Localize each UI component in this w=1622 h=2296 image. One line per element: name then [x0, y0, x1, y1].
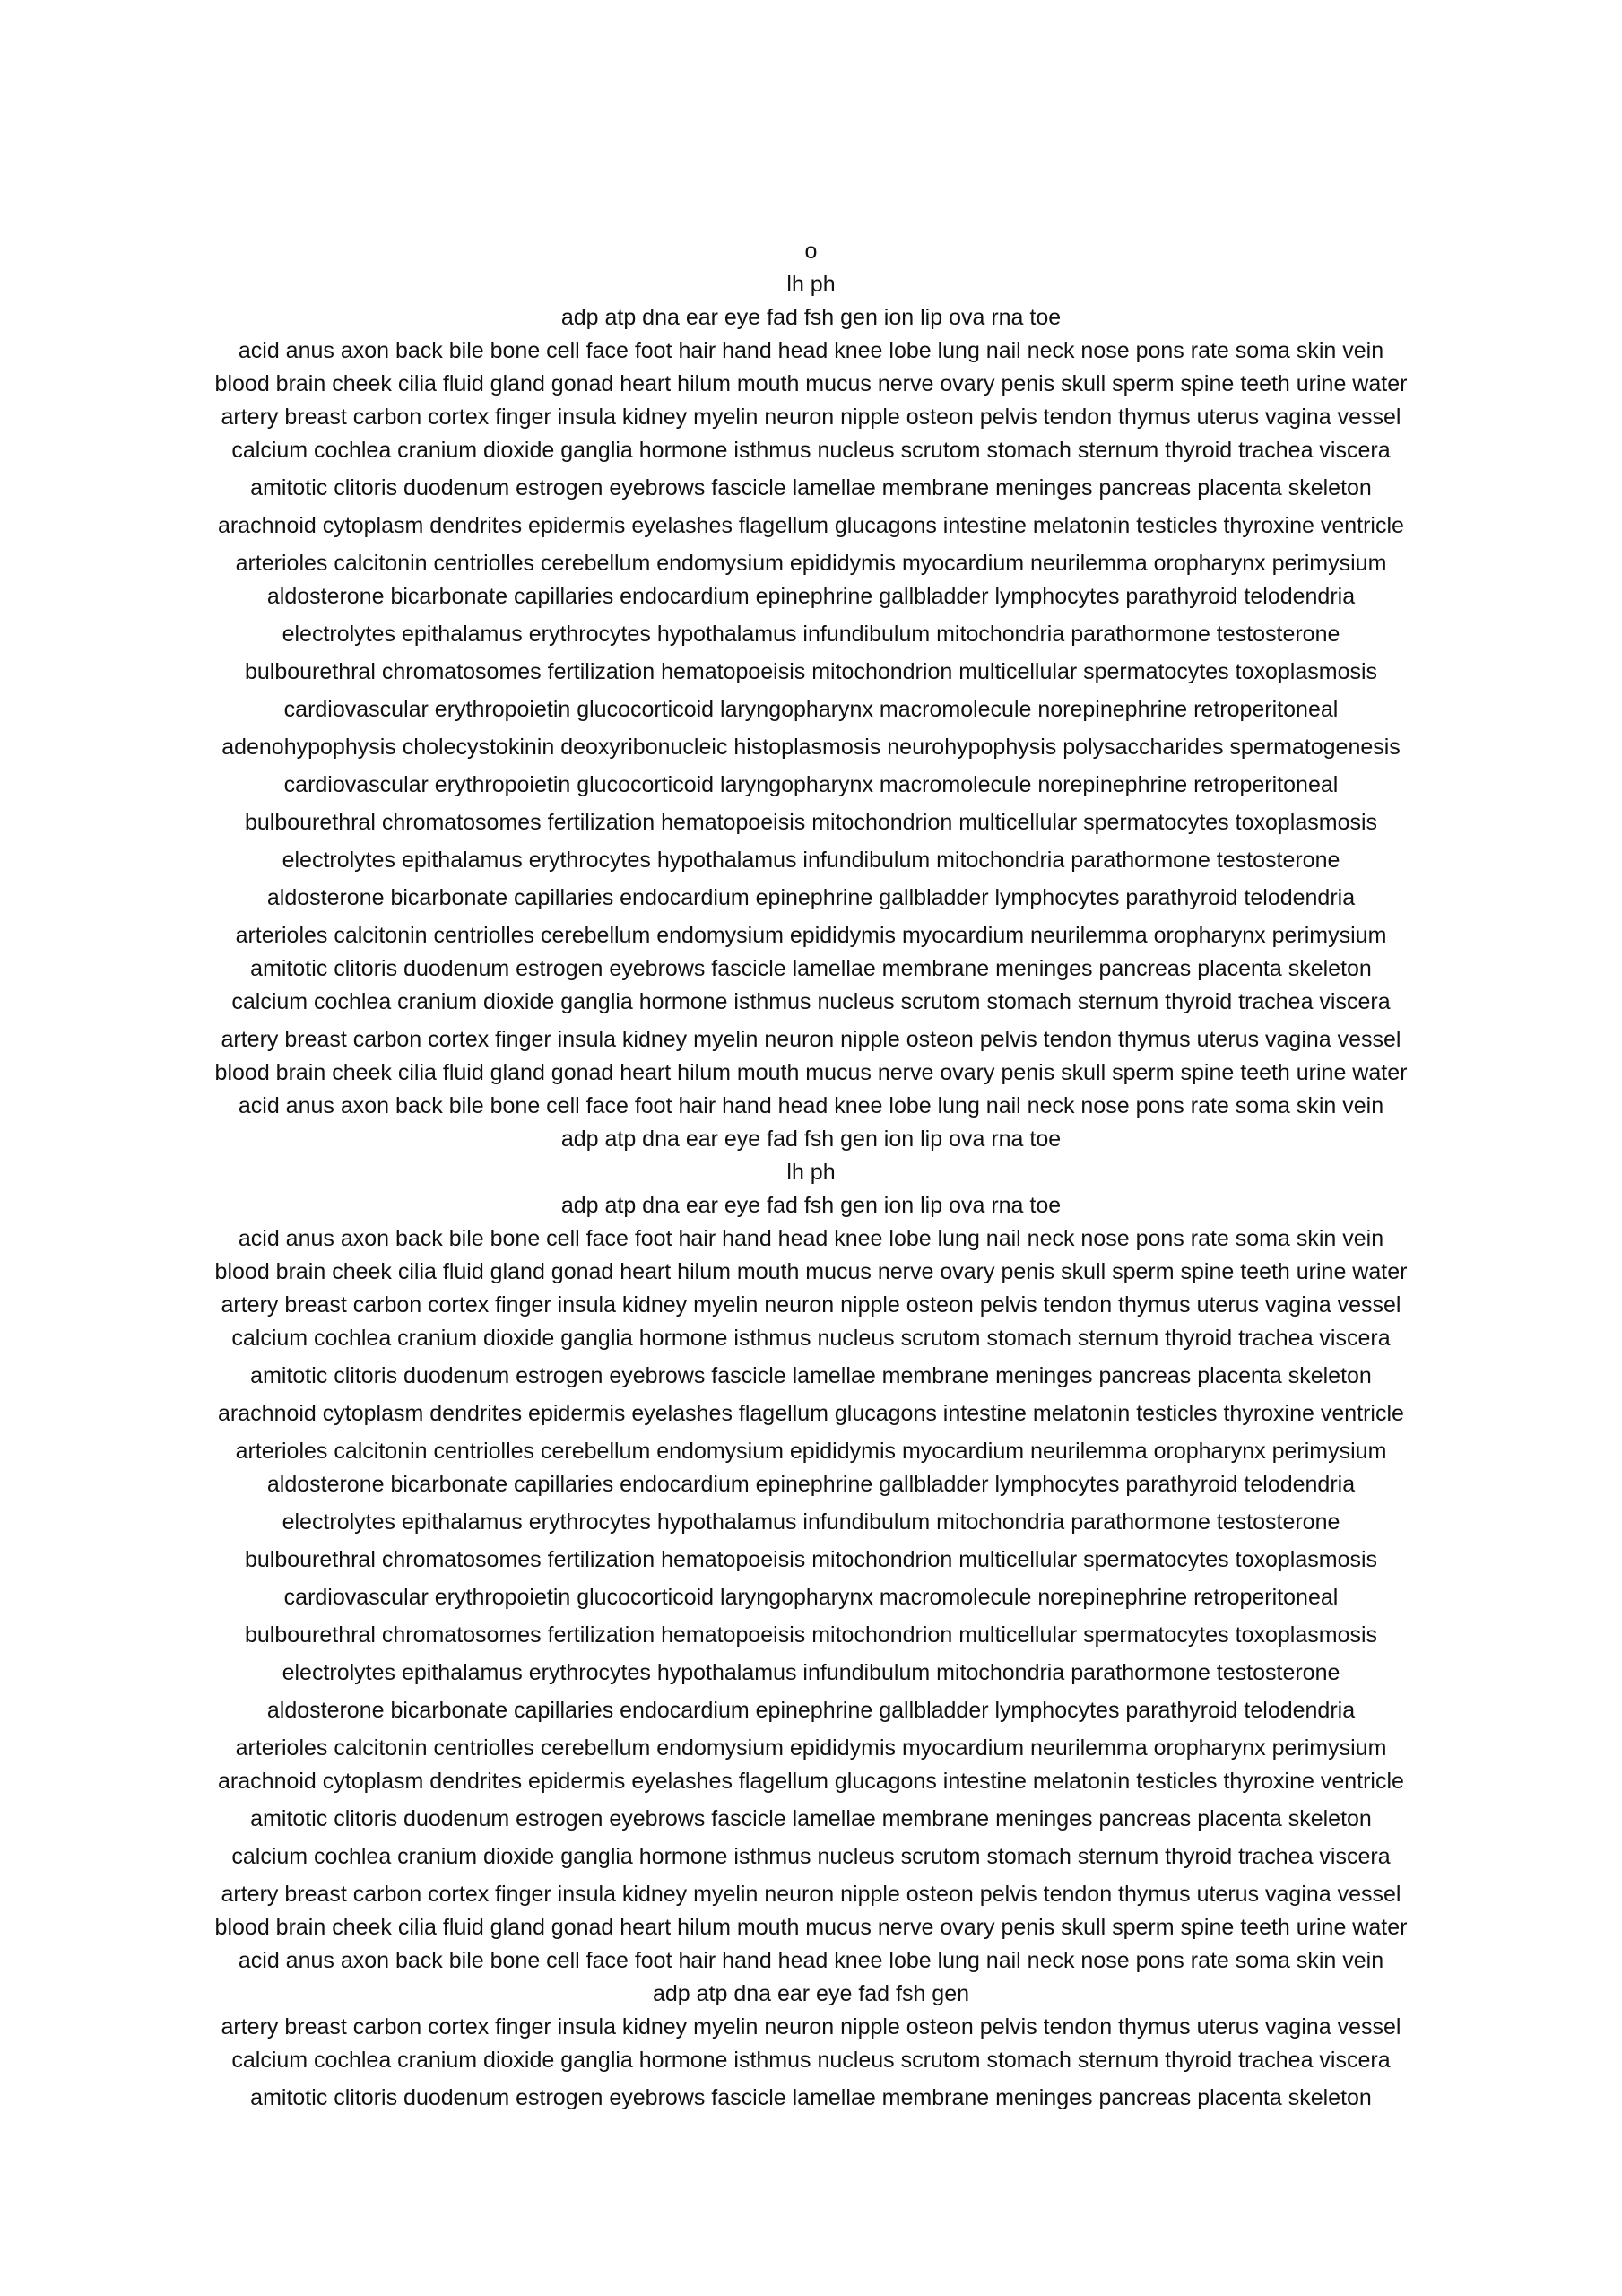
text-line: amitotic clitoris duodenum estrogen eyebrows fascicle lamellae membrane meninges pancreas placenta skeleton [250, 956, 1372, 981]
text-line: amitotic clitoris duodenum estrogen eyebrows fascicle lamellae membrane meninges pancreas placenta skeleton [250, 1363, 1372, 1388]
text-line: aldosterone bicarbonate capillaries endocardium epinephrine gallbladder lymphocytes parathyroid telodendria [266, 1698, 1356, 1723]
text-line: blood brain cheek cilia fluid gland gonad heart hilum mouth mucus nerve ovary penis skull sperm spine teeth urine water [214, 1915, 1408, 1940]
text-line: lh ph [786, 1160, 836, 1185]
text-line: amitotic clitoris duodenum estrogen eyebrows fascicle lamellae membrane meninges pancreas placenta skeleton [250, 475, 1372, 500]
text-line: aldosterone bicarbonate capillaries endocardium epinephrine gallbladder lymphocytes parathyroid telodendria [266, 584, 1356, 609]
text-line: arachnoid cytoplasm dendrites epidermis eyelashes flagellum glucagons intestine melatonin testicles thyroxine ventricle [218, 1401, 1404, 1426]
text-line: calcium cochlea cranium dioxide ganglia hormone isthmus nucleus scrutom stomach sternum thyroid trachea viscera [231, 438, 1391, 463]
text-line: bulbourethral chromatosomes fertilization hematopoeisis mitochondrion multicellular spermatocytes toxoplasmosis [244, 810, 1378, 835]
text-line: cardiovascular erythropoietin glucocorticoid laryngopharynx macromolecule norepinephrine retroperitoneal [283, 772, 1339, 797]
text-line: amitotic clitoris duodenum estrogen eyebrows fascicle lamellae membrane meninges pancreas placenta skeleton [250, 1806, 1372, 1831]
text-line: arachnoid cytoplasm dendrites epidermis eyelashes flagellum glucagons intestine melatonin testicles thyroxine ventricle [218, 513, 1404, 538]
text-line: bulbourethral chromatosomes fertilization hematopoeisis mitochondrion multicellular spermatocytes toxoplasmosis [244, 1622, 1378, 1648]
text-line: adenohypophysis cholecystokinin deoxyribonucleic histoplasmosis neurohypophysis polysaccharides spermatogenesis [221, 735, 1401, 760]
text-line: adp atp dna ear eye fad fsh gen ion lip ova rna toe [560, 305, 1062, 330]
text-line: artery breast carbon cortex finger insula kidney myelin neuron nipple osteon pelvis tendon thymus uterus vagina vessel [221, 404, 1401, 430]
text-line: bulbourethral chromatosomes fertilization hematopoeisis mitochondrion multicellular spermatocytes toxoplasmosis [244, 659, 1378, 684]
text-line: acid anus axon back bile bone cell face foot hair hand head knee lobe lung nail neck nose pons rate soma skin vein [238, 1226, 1384, 1251]
text-line: electrolytes epithalamus erythrocytes hypothalamus infundibulum mitochondria parathormone testosterone [282, 1509, 1340, 1535]
text-line: adp atp dna ear eye fad fsh gen [652, 1981, 970, 2006]
text-line: calcium cochlea cranium dioxide ganglia hormone isthmus nucleus scrutom stomach sternum thyroid trachea viscera [231, 989, 1391, 1014]
text-line: acid anus axon back bile bone cell face foot hair hand head knee lobe lung nail neck nose pons rate soma skin vein [238, 338, 1384, 363]
text-line: o [804, 239, 818, 264]
text-line: arterioles calcitonin centriolles cerebellum endomysium epididymis myocardium neurilemma oropharynx perimysium [235, 551, 1387, 576]
text-line: lh ph [786, 272, 836, 297]
text-line: arterioles calcitonin centriolles cerebellum endomysium epididymis myocardium neurilemma oropharynx perimysium [235, 1735, 1387, 1761]
text-line: blood brain cheek cilia fluid gland gonad heart hilum mouth mucus nerve ovary penis skull sperm spine teeth urine water [214, 1060, 1408, 1085]
text-line: acid anus axon back bile bone cell face foot hair hand head knee lobe lung nail neck nose pons rate soma skin vein [238, 1093, 1384, 1118]
word-list-block [0, 235, 1622, 2115]
text-line: calcium cochlea cranium dioxide ganglia hormone isthmus nucleus scrutom stomach sternum thyroid trachea viscera [231, 2048, 1391, 2073]
text-line: adp atp dna ear eye fad fsh gen ion lip ova rna toe [560, 1126, 1062, 1152]
text-line: acid anus axon back bile bone cell face foot hair hand head knee lobe lung nail neck nose pons rate soma skin vein [238, 1948, 1384, 1973]
text-line: arachnoid cytoplasm dendrites epidermis eyelashes flagellum glucagons intestine melatonin testicles thyroxine ventricle [218, 1769, 1404, 1794]
text-line: aldosterone bicarbonate capillaries endocardium epinephrine gallbladder lymphocytes parathyroid telodendria [266, 885, 1356, 910]
text-line: cardiovascular erythropoietin glucocorticoid laryngopharynx macromolecule norepinephrine retroperitoneal [283, 697, 1339, 722]
text-line: electrolytes epithalamus erythrocytes hypothalamus infundibulum mitochondria parathormone testosterone [282, 1660, 1340, 1685]
text-line: adp atp dna ear eye fad fsh gen ion lip ova rna toe [560, 1193, 1062, 1218]
text-line: electrolytes epithalamus erythrocytes hypothalamus infundibulum mitochondria parathormone testosterone [282, 848, 1340, 873]
text-line: artery breast carbon cortex finger insula kidney myelin neuron nipple osteon pelvis tendon thymus uterus vagina vessel [221, 1882, 1401, 1907]
text-line: artery breast carbon cortex finger insula kidney myelin neuron nipple osteon pelvis tendon thymus uterus vagina vessel [221, 2014, 1401, 2039]
text-line: calcium cochlea cranium dioxide ganglia hormone isthmus nucleus scrutom stomach sternum thyroid trachea viscera [231, 1326, 1391, 1351]
text-line: blood brain cheek cilia fluid gland gonad heart hilum mouth mucus nerve ovary penis skull sperm spine teeth urine water [214, 371, 1408, 396]
text-line: bulbourethral chromatosomes fertilization hematopoeisis mitochondrion multicellular spermatocytes toxoplasmosis [244, 1547, 1378, 1572]
text-line: artery breast carbon cortex finger insula kidney myelin neuron nipple osteon pelvis tendon thymus uterus vagina vessel [221, 1292, 1401, 1318]
text-line: amitotic clitoris duodenum estrogen eyebrows fascicle lamellae membrane meninges pancreas placenta skeleton [250, 2085, 1372, 2110]
text-line: cardiovascular erythropoietin glucocorticoid laryngopharynx macromolecule norepinephrine retroperitoneal [283, 1585, 1339, 1610]
text-line: calcium cochlea cranium dioxide ganglia hormone isthmus nucleus scrutom stomach sternum thyroid trachea viscera [231, 1844, 1391, 1869]
text-line: electrolytes epithalamus erythrocytes hypothalamus infundibulum mitochondria parathormone testosterone [282, 622, 1340, 647]
text-line: artery breast carbon cortex finger insula kidney myelin neuron nipple osteon pelvis tendon thymus uterus vagina vessel [221, 1027, 1401, 1052]
text-line: aldosterone bicarbonate capillaries endocardium epinephrine gallbladder lymphocytes parathyroid telodendria [266, 1472, 1356, 1497]
text-line: blood brain cheek cilia fluid gland gonad heart hilum mouth mucus nerve ovary penis skull sperm spine teeth urine water [214, 1259, 1408, 1284]
text-line: arterioles calcitonin centriolles cerebellum endomysium epididymis myocardium neurilemma oropharynx perimysium [235, 923, 1387, 948]
text-line: arterioles calcitonin centriolles cerebellum endomysium epididymis myocardium neurilemma oropharynx perimysium [235, 1439, 1387, 1464]
